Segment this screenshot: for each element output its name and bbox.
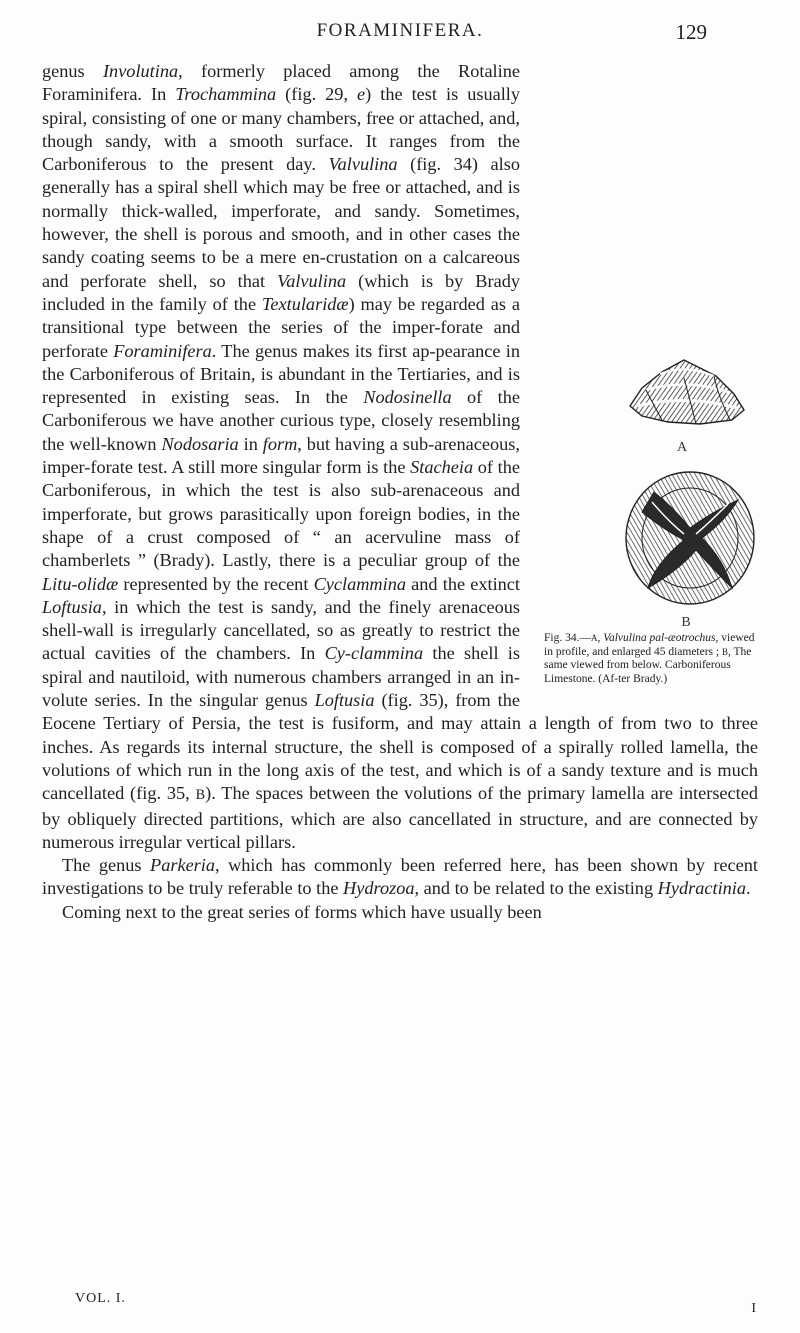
paragraph-2: The genus Parkeria, which has commonly been referred here, has been shown by recent investigations to be truly referable to the Hydrozoa, and to be related to the existing Hydractinia. — [42, 855, 758, 899]
running-title: FORAMINIFERA. — [316, 20, 484, 41]
figure-label-a: A — [676, 440, 688, 455]
volume-marker: VOL. I. — [75, 1291, 126, 1306]
page-header — [0, 18, 800, 48]
paragraph-3: Coming next to the great series of forms which have usually been — [62, 901, 542, 922]
figure-caption: Fig. 34.—A, Valvulina pal-æotrochus, viewed in profile, and enlarged 45 diameters ; B, The same viewed from below. Carboniferous Limestone. (Af-ter Brady.) — [544, 632, 755, 685]
figure-label-b: B — [681, 615, 691, 630]
figure-34 — [534, 60, 758, 698]
figure-illustration — [534, 60, 758, 640]
shell-profile-drawing — [630, 360, 744, 424]
signature-mark: I — [751, 1301, 756, 1316]
shell-base-drawing — [626, 472, 754, 604]
body-text — [42, 60, 758, 924]
paragraph-1: genus Involutina, formerly placed among the Rotaline Foraminifera. In Trochammina (fig. 29, e) the test is usually spiral, consisting of one or many chambers, free or attached, and, though sandy, with a smooth surface. It ranges from the Carboniferous to the present day. Valvulina (fig. 34) also generally has a spiral shell which may be free or attached, and is normally thick-walled, imperforate, and sandy. Sometimes, however, the shell is porous and smooth, and in other cases the sandy coating seems to be a mere en-crustation on a calcareous and perforate shell, so that Valvulina (which is by Brady included in the family of the Textularidæ) may be regarded as a transitional type between the series of the imper-forate and perforate Foraminifera. The genus makes its first ap-pearance in the Carboniferous of Britain, is abundant in the Tertiaries, and is represented in existing seas. In the Nodosinella of the Carboniferous we have another curious type, closely resembling the well-known Nodosaria in form, but having a sub-arenaceous, imper-forate test. A still more singular form is the Stacheia of the Carboniferous, in which the test is also sub-arenaceous and imperforate, but grows parasitically upon foreign bodies, in the shape of a crust composed of “ an acervuline mass of chamberlets ” (Brady). Lastly, there is a peculiar group of the Litu-olidæ represented by the recent Cyclammina and the extinct Loftusia, in which the test is sandy, and the finely arenaceous shell-wall is irregularly cancellated, so as greatly to restrict the actual cavities of the chambers. In Cy-clammina the shell is spiral and nautiloid, with numerous chambers arranged in an in-volute series. In the singular genus Loftusia (fig. 35), from the Eocene Tertiary of Persia, the test is fusiform, and may attain a length of from two to three inches. As regards its internal structure, the shell is composed of a spirally rolled lamella, the volutions of which run in the long axis of the test, and which is of a sandy texture and is much cancellated (fig. 35, B). The spaces between the volutions of the primary lamella are intersected by obliquely directed partitions, which are also cancellated in structure, and are connected by numerous irregular vertical pillars. — [42, 61, 758, 852]
page-number: 129 — [675, 20, 707, 44]
page-footer — [42, 1291, 758, 1321]
